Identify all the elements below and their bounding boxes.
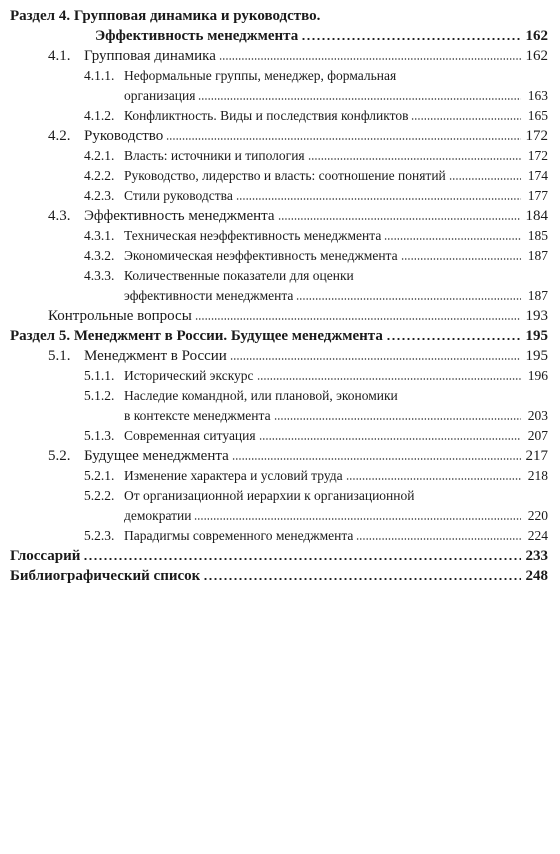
page-number: 195: [525, 348, 548, 364]
item-title-line2: организация: [124, 88, 196, 103]
item-number: 4.3.3.: [84, 268, 115, 283]
toc-item-4-3[interactable]: [0, 206, 560, 226]
item-number: 4.1.1.: [84, 68, 115, 83]
toc-item-4-1-1-line2[interactable]: [0, 86, 560, 106]
toc-item-control-questions[interactable]: [0, 306, 560, 326]
toc-section-4-title-line1: Раздел 4. Групповая динамика и руководство.: [10, 8, 321, 24]
dot-leader: [166, 137, 521, 141]
dot-leader: [384, 237, 521, 241]
item-title-line2: эффективности менеджмента: [124, 288, 294, 303]
toc-item-5-1-3[interactable]: [0, 426, 560, 446]
toc-item-4-2-1[interactable]: [0, 146, 560, 166]
item-number: 5.2.1.: [84, 468, 115, 483]
item-title: Контрольные вопросы: [48, 308, 192, 324]
item-title: Власть: источники и типология: [124, 148, 305, 163]
dot-leader: [236, 197, 521, 201]
item-number: 5.1.2.: [84, 388, 115, 403]
page-number: 163: [527, 88, 548, 103]
item-title: Современная ситуация: [124, 428, 256, 443]
item-title-line1: Неформальные группы, менеджер, формальная: [124, 68, 397, 83]
page-number: 207: [527, 428, 548, 443]
item-title: Библиографический список: [10, 568, 201, 584]
dot-leader: [301, 37, 521, 41]
dot-leader: [219, 57, 521, 61]
toc-item-5-2-1[interactable]: [0, 466, 560, 486]
dot-leader: [449, 177, 521, 181]
item-number: 5.2.3.: [84, 528, 115, 543]
item-title: Стили руководства: [124, 188, 233, 203]
toc-section-4-title-line2: Эффективность менеджмента: [95, 28, 299, 44]
dot-leader: [198, 97, 521, 101]
page-number: 184: [525, 208, 548, 224]
page-number: 218: [527, 468, 548, 483]
toc-item-4-3-2[interactable]: [0, 246, 560, 266]
page-number: 187: [527, 248, 548, 263]
item-number: 4.3.: [48, 208, 71, 224]
toc-item-5-2-2-line2[interactable]: [0, 506, 560, 526]
dot-leader: [278, 217, 521, 221]
page-number: 193: [525, 308, 548, 324]
dot-leader: [194, 517, 521, 521]
item-title-line2: демократии: [124, 508, 192, 523]
item-title: Экономическая неэффективность менеджмента: [124, 248, 398, 263]
toc-item-4-3-3-line1[interactable]: [0, 266, 560, 286]
dot-leader: [356, 537, 521, 541]
item-title: Парадигмы современного менеджмента: [124, 528, 354, 543]
toc-item-5-2[interactable]: [0, 446, 560, 466]
item-title: Менеджмент в России: [84, 348, 227, 364]
toc-item-4-2[interactable]: [0, 126, 560, 146]
page-number: 196: [527, 368, 548, 383]
item-number: 5.2.2.: [84, 488, 115, 503]
toc-item-5-2-2-line1[interactable]: [0, 486, 560, 506]
toc-item-4-1-1-line1[interactable]: [0, 66, 560, 86]
dot-leader: [401, 257, 521, 261]
item-number: 4.2.1.: [84, 148, 115, 163]
dot-leader: [274, 417, 521, 421]
page-number: 165: [527, 108, 548, 123]
page-number: 172: [525, 128, 548, 144]
item-number: 4.2.2.: [84, 168, 115, 183]
toc-bibliography[interactable]: [0, 566, 560, 586]
item-number: 4.1.2.: [84, 108, 115, 123]
page-number: 233: [525, 548, 548, 564]
item-number: 5.2.: [48, 448, 71, 464]
toc-item-4-1-2[interactable]: [0, 106, 560, 126]
item-title: Эффективность менеджмента: [84, 208, 275, 224]
dot-leader: [308, 157, 521, 161]
page-number: 177: [527, 188, 548, 203]
page-number: 195: [525, 328, 548, 344]
dot-leader: [259, 437, 521, 441]
item-title: Будущее менеджмента: [84, 448, 229, 464]
dot-leader: [203, 577, 521, 581]
toc-item-4-3-3-line2[interactable]: [0, 286, 560, 306]
item-title-line1: Наследие командной, или плановой, экономики: [124, 388, 398, 403]
toc-section-5-title: Раздел 5. Менеджмент в России. Будущее менеджмента: [10, 328, 383, 344]
item-number: 5.1.3.: [84, 428, 115, 443]
item-number: 4.2.: [48, 128, 71, 144]
dot-leader: [83, 557, 521, 561]
item-title: Групповая динамика: [84, 48, 216, 64]
item-title: Конфликтность. Виды и последствия конфликтов: [124, 108, 409, 123]
page-number: 187: [527, 288, 548, 303]
dot-leader: [386, 337, 521, 341]
item-title: Руководство, лидерство и власть: соотношение понятий: [124, 168, 446, 183]
item-title: Исторический экскурс: [124, 368, 254, 383]
toc-item-5-2-3[interactable]: [0, 526, 560, 546]
toc-item-4-2-2[interactable]: [0, 166, 560, 186]
item-title: Техническая неэффективность менеджмента: [124, 228, 382, 243]
toc-section-4-line1[interactable]: [0, 6, 560, 26]
dot-leader: [195, 317, 521, 321]
page-number: 217: [525, 448, 548, 464]
item-number: 4.1.: [48, 48, 71, 64]
page-number: 162: [525, 48, 548, 64]
item-title: Глоссарий: [10, 548, 81, 564]
toc-item-5-1[interactable]: [0, 346, 560, 366]
dot-leader: [411, 117, 521, 121]
item-number: 4.3.2.: [84, 248, 115, 263]
toc-item-5-1-2-line2[interactable]: [0, 406, 560, 426]
dot-leader: [232, 457, 521, 461]
dot-leader: [346, 477, 521, 481]
item-number: 4.3.1.: [84, 228, 115, 243]
page-number: 248: [525, 568, 548, 584]
page-number: 172: [527, 148, 548, 163]
dot-leader: [257, 377, 521, 381]
item-title-line1: От организационной иерархии к организационной: [124, 488, 415, 503]
toc-item-4-2-3[interactable]: [0, 186, 560, 206]
dot-leader: [296, 297, 521, 301]
page-number: 174: [527, 168, 548, 183]
item-number: 5.1.: [48, 348, 71, 364]
page-number: 224: [527, 528, 548, 543]
toc-item-5-1-2-line1[interactable]: [0, 386, 560, 406]
item-title-line2: в контексте менеджмента: [124, 408, 271, 423]
item-number: 5.1.1.: [84, 368, 115, 383]
item-number: 4.2.3.: [84, 188, 115, 203]
item-title-line1: Количественные показатели для оценки: [124, 268, 354, 283]
dot-leader: [230, 357, 521, 361]
toc-section-4-line2[interactable]: [0, 26, 560, 46]
item-title: Руководство: [84, 128, 164, 144]
toc-item-4-1[interactable]: [0, 46, 560, 66]
page-number: 185: [527, 228, 548, 243]
toc-item-5-1-1[interactable]: [0, 366, 560, 386]
page-number: 162: [525, 28, 548, 44]
page-number: 203: [527, 408, 548, 423]
toc-section-5[interactable]: [0, 326, 560, 346]
item-title: Изменение характера и условий труда: [124, 468, 343, 483]
toc-item-4-3-1[interactable]: [0, 226, 560, 246]
toc-glossary[interactable]: [0, 546, 560, 566]
page-number: 220: [527, 508, 548, 523]
